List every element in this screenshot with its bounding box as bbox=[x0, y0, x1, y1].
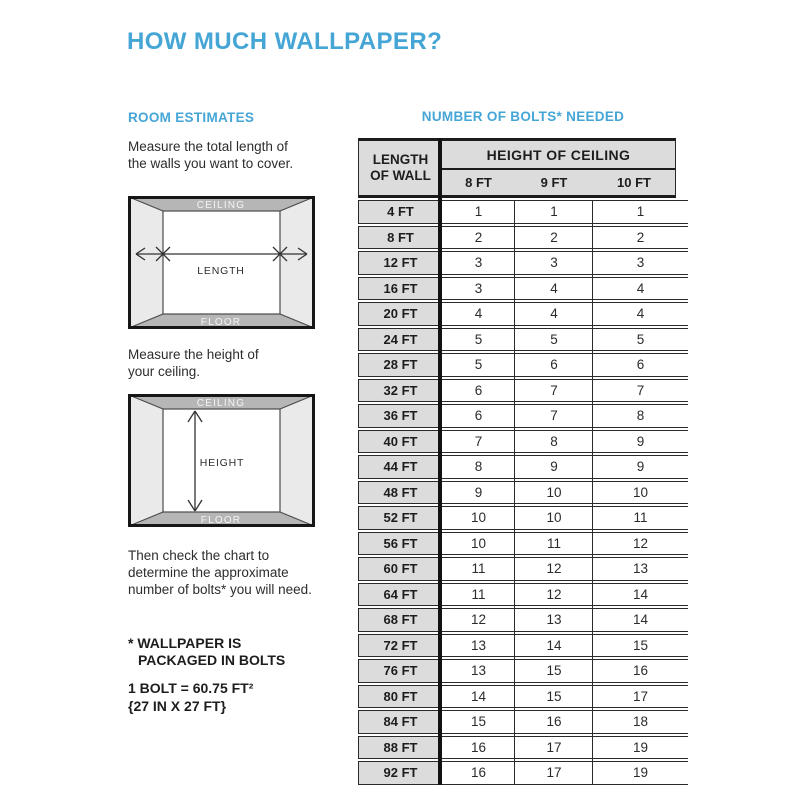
wall-length-cell: 12 FT bbox=[358, 251, 442, 275]
bolt-count-cell: 16 bbox=[593, 659, 688, 683]
bolt-count-cell: 6 bbox=[442, 404, 515, 428]
wall-length-cell: 92 FT bbox=[358, 761, 442, 785]
left-wall-panel bbox=[128, 394, 163, 527]
bolt-count-cell: 1 bbox=[593, 200, 688, 224]
ceiling-label: CEILING bbox=[196, 200, 246, 211]
wall-length-cell: 64 FT bbox=[358, 583, 442, 607]
column-divider bbox=[514, 200, 516, 785]
wall-length-cell: 48 FT bbox=[358, 481, 442, 505]
table-row bbox=[358, 506, 688, 530]
subheader-10ft: 10 FT bbox=[593, 170, 676, 198]
left-wall-panel bbox=[128, 196, 163, 329]
table-row bbox=[358, 736, 688, 760]
bolt-count-cell: 1 bbox=[515, 200, 593, 224]
floor-label: FLOOR bbox=[200, 515, 242, 526]
bolt-count-cell: 9 bbox=[593, 430, 688, 454]
length-of-wall-header bbox=[358, 138, 442, 198]
bolt-count-cell: 3 bbox=[515, 251, 593, 275]
table-row bbox=[358, 659, 688, 683]
length-label: LENGTH bbox=[197, 265, 245, 277]
bolt-count-cell: 16 bbox=[515, 710, 593, 734]
bolt-count-cell: 3 bbox=[593, 251, 688, 275]
table-row bbox=[358, 430, 688, 454]
bolt-count-cell: 15 bbox=[442, 710, 515, 734]
bolt-count-cell: 16 bbox=[442, 761, 515, 785]
bolt-count-cell: 11 bbox=[593, 506, 688, 530]
bolt-count-cell: 15 bbox=[593, 634, 688, 658]
wall-length-cell: 36 FT bbox=[358, 404, 442, 428]
table-rows bbox=[358, 200, 688, 785]
wall-length-cell: 32 FT bbox=[358, 379, 442, 403]
bolt-count-cell: 17 bbox=[593, 685, 688, 709]
bolt-count-cell: 13 bbox=[442, 659, 515, 683]
bolt-count-cell: 17 bbox=[515, 761, 593, 785]
bolt-count-cell: 7 bbox=[515, 404, 593, 428]
bolt-count-cell: 11 bbox=[515, 532, 593, 556]
wall-length-cell: 60 FT bbox=[358, 557, 442, 581]
table-row bbox=[358, 200, 688, 224]
page-title: HOW MUCH WALLPAPER? bbox=[127, 28, 443, 55]
bolt-count-cell: 4 bbox=[593, 302, 688, 326]
bolt-count-cell: 10 bbox=[442, 506, 515, 530]
column-divider bbox=[592, 200, 594, 785]
wall-length-cell: 72 FT bbox=[358, 634, 442, 658]
step3-line: determine the approximate bbox=[128, 565, 289, 580]
column-divider-thick bbox=[438, 138, 442, 785]
room-height-diagram bbox=[128, 394, 315, 527]
bolt-count-cell: 13 bbox=[442, 634, 515, 658]
bolt-size-line: {27 IN X 27 FT} bbox=[128, 698, 227, 714]
length-of-wall-line: OF WALL bbox=[370, 168, 431, 183]
bolt-count-cell: 2 bbox=[442, 226, 515, 250]
height-of-ceiling-header: HEIGHT OF CEILING bbox=[442, 138, 676, 170]
table-row bbox=[358, 302, 688, 326]
step3-line: Then check the chart to bbox=[128, 548, 270, 563]
bolt-count-cell: 10 bbox=[515, 506, 593, 530]
wall-length-cell: 4 FT bbox=[358, 200, 442, 224]
bolt-size-note bbox=[128, 679, 253, 715]
wall-length-cell: 16 FT bbox=[358, 277, 442, 301]
table-row bbox=[358, 251, 688, 275]
bolt-count-cell: 4 bbox=[442, 302, 515, 326]
bolt-count-cell: 12 bbox=[442, 608, 515, 632]
bolt-count-cell: 15 bbox=[515, 685, 593, 709]
bolt-count-cell: 9 bbox=[593, 455, 688, 479]
table-row bbox=[358, 761, 688, 785]
bolt-count-cell: 13 bbox=[593, 557, 688, 581]
bolt-count-cell: 14 bbox=[515, 634, 593, 658]
wall-length-cell: 68 FT bbox=[358, 608, 442, 632]
bolt-count-cell: 4 bbox=[515, 302, 593, 326]
step1-text bbox=[128, 138, 293, 172]
bolt-count-cell: 14 bbox=[593, 608, 688, 632]
table-row bbox=[358, 608, 688, 632]
floor-label: FLOOR bbox=[200, 317, 242, 328]
bolt-count-cell: 11 bbox=[442, 583, 515, 607]
table-row bbox=[358, 455, 688, 479]
wall-length-cell: 40 FT bbox=[358, 430, 442, 454]
bolt-count-cell: 19 bbox=[593, 736, 688, 760]
bolts-table bbox=[358, 138, 688, 785]
bolt-count-cell: 16 bbox=[442, 736, 515, 760]
room-length-diagram bbox=[128, 196, 315, 329]
bolt-count-cell: 1 bbox=[442, 200, 515, 224]
step3-line: number of bolts* you will need. bbox=[128, 582, 312, 597]
bolt-count-cell: 17 bbox=[515, 736, 593, 760]
table-row bbox=[358, 328, 688, 352]
bolts-footnote bbox=[128, 635, 285, 669]
footnote-line: PACKAGED IN BOLTS bbox=[138, 652, 286, 668]
height-label: HEIGHT bbox=[199, 457, 245, 469]
bolt-count-cell: 12 bbox=[515, 557, 593, 581]
wall-length-cell: 76 FT bbox=[358, 659, 442, 683]
table-row bbox=[358, 379, 688, 403]
wall-length-cell: 8 FT bbox=[358, 226, 442, 250]
table-row bbox=[358, 557, 688, 581]
room-estimates-heading: ROOM ESTIMATES bbox=[128, 110, 255, 125]
bolt-count-cell: 5 bbox=[593, 328, 688, 352]
bolt-size-line: 1 BOLT = 60.75 FT² bbox=[128, 680, 254, 696]
bolt-count-cell: 10 bbox=[515, 481, 593, 505]
bolt-count-cell: 9 bbox=[515, 455, 593, 479]
table-row bbox=[358, 634, 688, 658]
wall-length-cell: 44 FT bbox=[358, 455, 442, 479]
table-row bbox=[358, 710, 688, 734]
ceiling-label: CEILING bbox=[196, 398, 246, 409]
bolt-count-cell: 8 bbox=[593, 404, 688, 428]
bolt-count-cell: 11 bbox=[442, 557, 515, 581]
wall-length-cell: 88 FT bbox=[358, 736, 442, 760]
subheader-8ft: 8 FT bbox=[442, 170, 515, 198]
table-row bbox=[358, 277, 688, 301]
back-wall bbox=[163, 211, 280, 314]
bolt-count-cell: 12 bbox=[593, 532, 688, 556]
right-wall-panel bbox=[280, 394, 315, 527]
bolt-count-cell: 2 bbox=[593, 226, 688, 250]
bolts-table-title: NUMBER OF BOLTS* NEEDED bbox=[421, 109, 625, 124]
bolt-count-cell: 4 bbox=[515, 277, 593, 301]
bolt-count-cell: 5 bbox=[515, 328, 593, 352]
bolt-count-cell: 10 bbox=[593, 481, 688, 505]
bolt-count-cell: 5 bbox=[442, 328, 515, 352]
table-row bbox=[358, 353, 688, 377]
table-row bbox=[358, 583, 688, 607]
bolt-count-cell: 6 bbox=[515, 353, 593, 377]
bolt-count-cell: 10 bbox=[442, 532, 515, 556]
bolt-count-cell: 19 bbox=[593, 761, 688, 785]
step2-text bbox=[128, 346, 259, 380]
table-row bbox=[358, 685, 688, 709]
wall-length-cell: 80 FT bbox=[358, 685, 442, 709]
bolt-count-cell: 7 bbox=[515, 379, 593, 403]
table-row bbox=[358, 404, 688, 428]
bolt-count-cell: 9 bbox=[442, 481, 515, 505]
bolt-count-cell: 3 bbox=[442, 251, 515, 275]
table-header bbox=[358, 138, 676, 198]
bolt-count-cell: 12 bbox=[515, 583, 593, 607]
step3-text bbox=[128, 547, 312, 598]
step2-line: Measure the height of bbox=[128, 347, 259, 362]
length-of-wall-line: LENGTH bbox=[372, 152, 429, 167]
table-row bbox=[358, 481, 688, 505]
bolt-count-cell: 7 bbox=[442, 430, 515, 454]
wall-length-cell: 84 FT bbox=[358, 710, 442, 734]
table-row bbox=[358, 532, 688, 556]
bolt-count-cell: 18 bbox=[593, 710, 688, 734]
wall-length-cell: 24 FT bbox=[358, 328, 442, 352]
bolt-count-cell: 13 bbox=[515, 608, 593, 632]
bolt-count-cell: 8 bbox=[442, 455, 515, 479]
bolt-count-cell: 15 bbox=[515, 659, 593, 683]
wall-length-cell: 52 FT bbox=[358, 506, 442, 530]
ceiling-height-subheaders bbox=[442, 170, 676, 198]
footnote-line: * WALLPAPER IS bbox=[128, 635, 242, 651]
bolt-count-cell: 14 bbox=[593, 583, 688, 607]
wall-length-cell: 20 FT bbox=[358, 302, 442, 326]
bolt-count-cell: 6 bbox=[442, 379, 515, 403]
bolt-count-cell: 7 bbox=[593, 379, 688, 403]
wall-length-cell: 56 FT bbox=[358, 532, 442, 556]
table-row bbox=[358, 226, 688, 250]
bolt-count-cell: 4 bbox=[593, 277, 688, 301]
bolt-count-cell: 3 bbox=[442, 277, 515, 301]
bolt-count-cell: 14 bbox=[442, 685, 515, 709]
bolt-count-cell: 8 bbox=[515, 430, 593, 454]
step1-line: the walls you want to cover. bbox=[128, 156, 294, 171]
wall-length-cell: 28 FT bbox=[358, 353, 442, 377]
subheader-9ft: 9 FT bbox=[515, 170, 593, 198]
bolt-count-cell: 2 bbox=[515, 226, 593, 250]
bolt-count-cell: 5 bbox=[442, 353, 515, 377]
right-wall-panel bbox=[280, 196, 315, 329]
bolt-count-cell: 6 bbox=[593, 353, 688, 377]
step2-line: your ceiling. bbox=[128, 364, 201, 379]
step1-line: Measure the total length of bbox=[128, 139, 288, 154]
